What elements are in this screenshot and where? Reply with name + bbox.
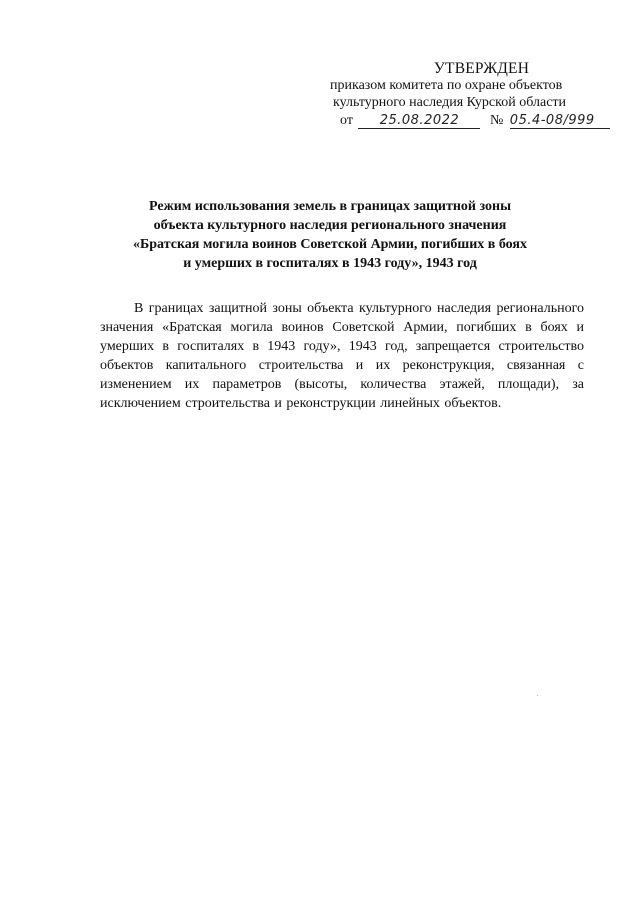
title-line-3: «Братская могила воинов Советской Армии, погибших в боях — [133, 237, 527, 252]
handwritten-date: 25.08.2022 — [358, 113, 480, 129]
title-line-2: объекта культурного наследия регионального значения — [153, 218, 507, 233]
handwritten-order-number: 05.4-08/999 — [510, 113, 610, 129]
title-line-1: Режим использования земель в границах защитной зоны — [148, 199, 512, 214]
approval-order-line: приказом комитета по охране объектов — [330, 78, 563, 93]
number-prefix: № — [489, 113, 504, 128]
approval-heading: УТВЕРЖДЕН — [433, 60, 530, 77]
document-title — [100, 197, 560, 273]
approval-date-number-line — [330, 112, 595, 129]
scan-speck — [537, 695, 538, 696]
approval-committee-line: культурного наследия Курской области — [333, 95, 567, 110]
body-paragraph: В границах защитной зоны объекта культурного наследия регионального значения «Братская могила воинов Советской Армии, погибших в боях и умерших в госпиталях в 1943 году», 1943 год, запрещается строительство объектов капитального строительства и их реконструкция, связанная с изменением их параметров (высоты, количества этажей, площади), за исключением строительства и реконструкции линейных объектов. — [100, 301, 584, 411]
title-line-4: и умерших в госпиталях в 1943 году», 1943 год — [183, 256, 477, 271]
date-prefix: от — [340, 113, 353, 128]
approval-block — [330, 60, 595, 129]
